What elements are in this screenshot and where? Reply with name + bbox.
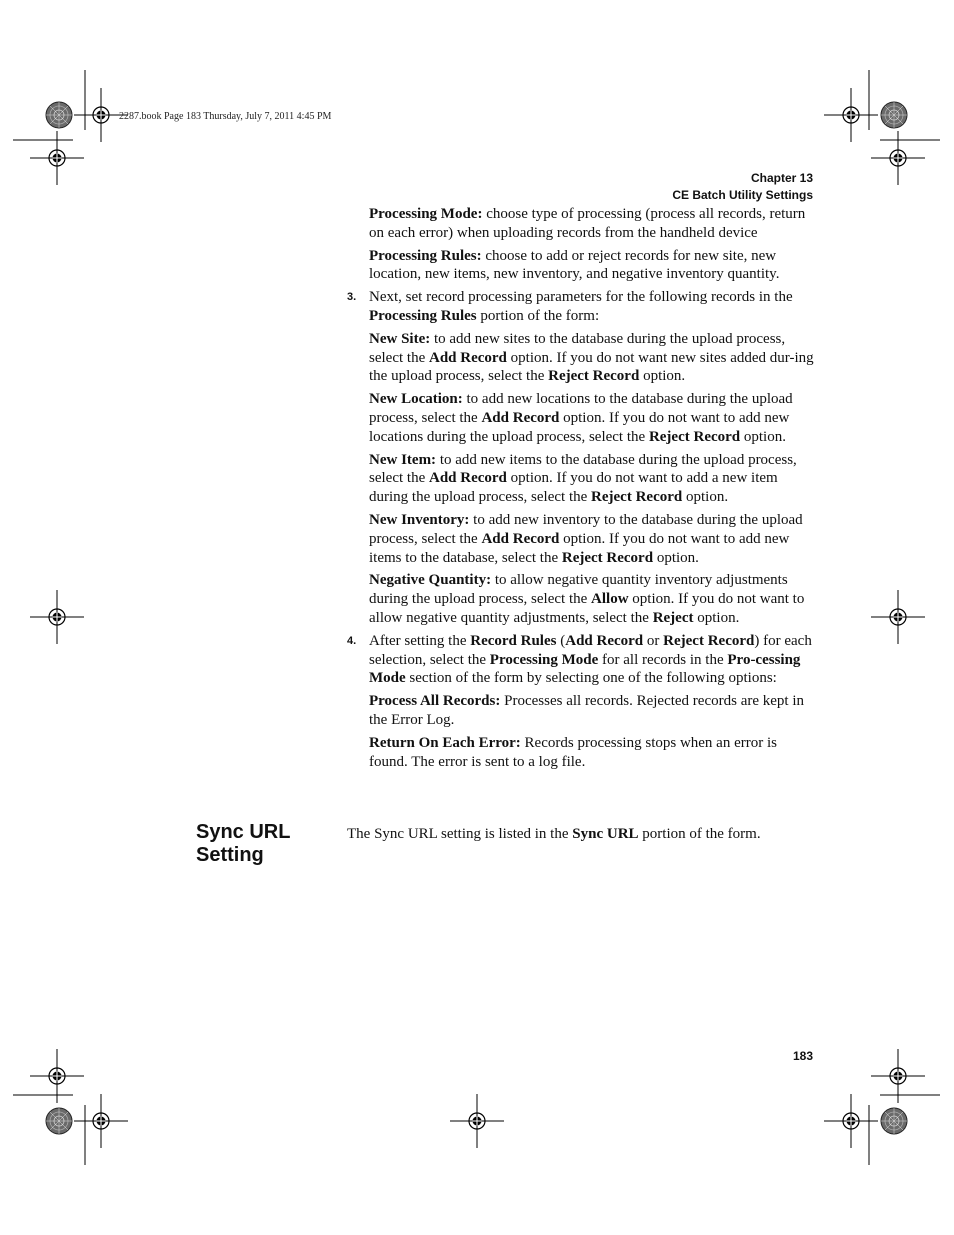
term: Add Record — [428, 470, 507, 487]
text: option. — [693, 609, 740, 626]
term: Add Record — [565, 632, 644, 649]
registration-mark-upper-left — [30, 131, 84, 185]
term: Reject Record — [548, 368, 640, 385]
text: to add new sites to the database during the upload process, select the — [369, 330, 786, 366]
registration-mark-bottom-center — [450, 1094, 504, 1148]
star-target-bottom-right — [881, 1108, 907, 1134]
text: choose type of processing (process all records, return on each error) when uploading records from the handheld device — [369, 206, 806, 241]
text: or — [643, 632, 664, 649]
print-slug: 2287.book Page 183 Thursday, July 7, 2011 4:45 PM — [119, 111, 332, 122]
text: portion of the form: — [476, 307, 600, 324]
chapter-label: Chapter 13 — [750, 171, 813, 185]
new-inventory-paragraph — [369, 511, 817, 567]
text: option. — [682, 489, 729, 506]
text: option. If you do not want to add new locations during the upload process, select the — [369, 409, 790, 445]
term: Processing Mode — [489, 651, 599, 668]
registration-mark-mid-right — [871, 590, 925, 644]
registration-mark-top-right — [824, 88, 878, 142]
running-head — [672, 170, 813, 204]
heading-line: Sync URL — [196, 821, 291, 843]
term: Reject Record — [663, 632, 755, 649]
registration-mark-bottom-right — [824, 1094, 878, 1148]
section-title: CE Batch Utility Settings — [672, 188, 813, 202]
new-location-paragraph — [369, 390, 817, 446]
term: Reject Record — [561, 549, 654, 566]
text: ) for each selection, select the — [369, 632, 812, 668]
text: The Sync URL setting is listed in the — [347, 826, 573, 842]
term: Process All Records: — [369, 693, 501, 710]
text: portion of the form. — [638, 826, 761, 842]
term: New Inventory: — [369, 511, 470, 528]
term: Add Record — [481, 530, 560, 547]
term: Allow — [591, 591, 629, 608]
sync-url-paragraph — [347, 825, 761, 844]
text: option. — [639, 368, 686, 385]
step-number: 3. — [347, 291, 357, 304]
text: choose to add or reject records for new site, new location, new items, new inventory, and negative inventory quantity. — [369, 247, 780, 283]
registration-mark-upper-right — [871, 131, 925, 185]
text: to add new locations to the database during the upload process, select the — [369, 391, 793, 426]
return-on-each-error-paragraph — [369, 734, 817, 772]
term: New Item: — [369, 451, 437, 468]
negative-quantity-paragraph — [369, 571, 817, 627]
main-body — [347, 205, 817, 775]
heading-line: Setting — [196, 844, 264, 866]
new-site-paragraph — [369, 330, 817, 386]
step-4 — [347, 632, 817, 688]
step-number: 4. — [347, 634, 357, 647]
term: Sync URL — [572, 826, 639, 842]
term: Pro-cessing Mode — [369, 651, 801, 687]
text: option. — [740, 428, 786, 445]
step-3 — [347, 288, 817, 326]
text: After setting the — [369, 632, 471, 649]
registration-mark-bottom-left — [74, 1094, 128, 1148]
term: Reject — [652, 609, 694, 626]
star-target-top-right — [881, 102, 907, 128]
text: Records processing stops when an error is found. The error is sent to a log file. — [369, 734, 777, 770]
page-number: 183 — [792, 1049, 813, 1063]
term: Reject Record — [648, 428, 741, 445]
star-target-top-left — [46, 102, 72, 128]
processing-rules-paragraph — [369, 247, 817, 285]
text: option. — [653, 549, 699, 566]
processing-mode-paragraph — [369, 205, 817, 243]
star-target-bottom-left — [46, 1108, 72, 1134]
section-heading — [196, 821, 290, 867]
text: Processes all records. Rejected records are kept in the Error Log. — [369, 693, 805, 728]
term: Return On Each Error: — [369, 734, 521, 751]
text: option. If you do not want new sites added dur-ing the upload process, select the — [369, 349, 814, 385]
text: option. If you do not want to add a new item during the upload process, select the — [369, 470, 778, 506]
text: to add new inventory to the database during the upload process, select the — [369, 511, 803, 547]
text: option. If you do not want to allow negative quantity adjustments, select the — [369, 591, 805, 626]
term: Processing Mode: — [369, 206, 483, 222]
term: New Site: — [369, 330, 431, 347]
term: Negative Quantity: — [369, 572, 492, 589]
text: to allow negative quantity inventory adjustments during the upload process, select the — [369, 572, 788, 608]
term: Record Rules — [470, 632, 557, 649]
new-item-paragraph — [369, 451, 817, 507]
term: New Location: — [369, 391, 463, 408]
text: section of the form by selecting one of the following options: — [405, 670, 777, 687]
text: Next, set record processing parameters for the following records in the — [369, 289, 793, 306]
text: option. If you do not want to add new items to the database, select the — [369, 530, 790, 566]
term: Reject Record — [591, 489, 683, 506]
registration-mark-mid-left — [30, 590, 84, 644]
text: for all records in the — [598, 651, 728, 668]
text: to add new items to the database during the upload process, select the — [369, 451, 797, 487]
term: Add Record — [428, 349, 507, 366]
term: Add Record — [481, 409, 560, 426]
term: Processing Rules — [369, 307, 477, 324]
text: ( — [556, 632, 566, 649]
process-all-records-paragraph — [369, 692, 817, 730]
term: Processing Rules: — [369, 247, 482, 264]
